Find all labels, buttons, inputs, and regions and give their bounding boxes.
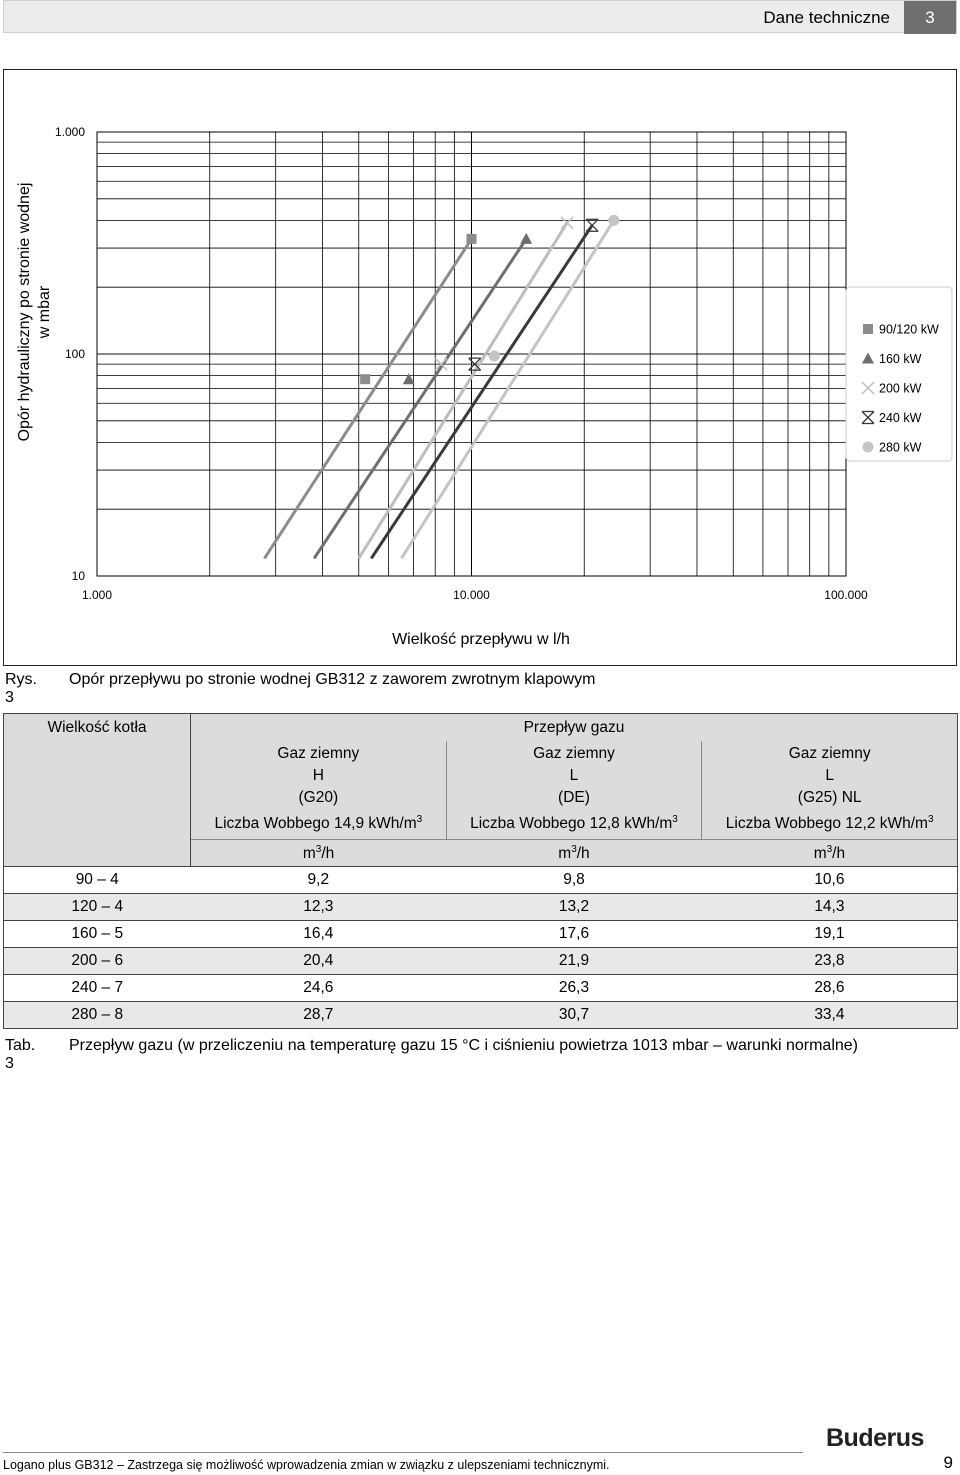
- legend-label: 240 kW: [879, 411, 922, 425]
- table-caption-text: Przepływ gazu (w przeliczeniu na temperaturę gazu 15 °C i ciśnieniu powietrza 1013 mbar – warunki normalne): [69, 1037, 858, 1054]
- wobbe-index: Liczba Wobbego 14,9 kWh/$m^3$: [214, 814, 423, 833]
- y-axis-label: [16, 183, 53, 442]
- unit-cell: $m^3/h$: [702, 840, 958, 867]
- gas-header-line: (DE): [558, 789, 590, 806]
- x-tick-label: 10.000: [453, 588, 490, 602]
- gas-flow-value: 10,6: [702, 867, 958, 894]
- chart-legend: [846, 287, 952, 461]
- gas-flow-value: 20,4: [191, 948, 447, 975]
- boiler-size-cell: 280 – 8: [4, 1002, 191, 1029]
- triangle-marker: [403, 373, 415, 384]
- legend-label: 160 kW: [879, 352, 922, 366]
- table-row: [4, 921, 958, 948]
- series-line: [359, 223, 567, 559]
- buderus-logo: Buderus: [826, 1424, 924, 1452]
- section-title: Dane techniczne: [763, 8, 890, 27]
- x-axis-label: Wielkość przepływu w l/h: [392, 631, 570, 648]
- pressure-chart: [3, 69, 957, 666]
- gas-flow-value: 30,7: [446, 1002, 702, 1029]
- gas-flow-value: 16,4: [191, 921, 447, 948]
- gas-flow-value: 26,3: [446, 975, 702, 1002]
- legend-label: 280 kW: [879, 440, 922, 455]
- y-axis-label-line: Opór hydrauliczny po stronie wodnej: [16, 182, 33, 442]
- gas-header-line: H: [312, 767, 324, 784]
- circle-marker: [489, 350, 500, 361]
- series-280-kw: [401, 215, 619, 559]
- series-line: [371, 225, 592, 558]
- gas-flow-value: 28,6: [702, 975, 958, 1002]
- gas-flow-value: 13,2: [446, 894, 702, 921]
- circle-marker: [608, 215, 619, 226]
- gas-flow-table: [3, 713, 958, 1029]
- page-header: [3, 0, 957, 33]
- footer-text: Logano plus GB312 – Zastrzega się możliwość wprowadzenia zmian w związku z ulepszeniami technicznymi.: [3, 1458, 610, 1472]
- table-row: [4, 948, 958, 975]
- square-marker: [360, 374, 370, 384]
- y-tick-label: 10: [71, 569, 85, 583]
- boiler-size-cell: 240 – 7: [4, 975, 191, 1002]
- gas-header-line: L: [825, 767, 834, 784]
- boiler-size-cell: 160 – 5: [4, 921, 191, 948]
- gas-flow-value: 23,8: [702, 948, 958, 975]
- gas-flow-value: 9,2: [191, 867, 447, 894]
- square-marker: [467, 234, 477, 244]
- series-200-kw: [359, 217, 573, 559]
- table-row: [4, 894, 958, 921]
- triangle-marker: [520, 233, 532, 244]
- table-row: [4, 975, 958, 1002]
- table-row: [4, 867, 958, 894]
- x-tick-label: 100.000: [824, 588, 868, 602]
- series-line: [401, 220, 613, 558]
- gas-header-line: Gaz ziemny: [277, 745, 360, 762]
- table-label: Tab. 3: [5, 1037, 36, 1072]
- y-tick-label: 1.000: [54, 125, 85, 139]
- unit-cell: $m^3/h$: [191, 840, 447, 867]
- grid-lines: [97, 132, 846, 576]
- gas-header-line: L: [569, 767, 579, 784]
- page-number: 9: [943, 1453, 953, 1472]
- gas-flow-value: 19,1: [702, 921, 958, 948]
- gas-flow-value: 28,7: [191, 1002, 447, 1029]
- unit-cell: $m^3/h$: [446, 840, 702, 867]
- wobbe-index: Liczba Wobbego 12,8 kWh/$m^3$: [470, 814, 678, 833]
- series-160-kw: [314, 233, 532, 559]
- table-row: [4, 1002, 958, 1029]
- circle-marker: [863, 442, 874, 453]
- gas-flow-value: 21,9: [446, 948, 702, 975]
- y-axis-label-line: w mbar: [36, 285, 53, 339]
- gas-column-header: [702, 741, 958, 840]
- section-number: 3: [904, 1, 956, 34]
- series-240-kw: [371, 219, 598, 558]
- gas-header-line: (G20): [298, 789, 339, 806]
- gas-column-header: [446, 741, 702, 840]
- x-tick-label: 1.000: [81, 588, 113, 602]
- wobbe-index: Liczba Wobbego 12,2 kWh/$m^3$: [725, 814, 934, 833]
- gas-flow-value: 12,3: [191, 894, 447, 921]
- boiler-size-cell: 120 – 4: [4, 894, 191, 921]
- figure-caption-text: Opór przepływu po stronie wodnej GB312 z zaworem zwrotnym klapowym: [69, 671, 596, 688]
- figure-label: Rys. 3: [5, 671, 37, 706]
- gas-flow-value: 33,4: [702, 1002, 958, 1029]
- gas-flow-value: 17,6: [446, 921, 702, 948]
- gas-flow-value: 24,6: [191, 975, 447, 1002]
- boiler-size-cell: 90 – 4: [4, 867, 191, 894]
- series-90-120-kw: [264, 234, 476, 559]
- y-tick-label: 100: [64, 347, 85, 361]
- gas-flow-value: 9,8: [446, 867, 702, 894]
- gas-header-line: Gaz ziemny: [533, 745, 615, 762]
- boiler-size-cell: 200 – 6: [4, 948, 191, 975]
- gas-flow-value: 14,3: [702, 894, 958, 921]
- header-boiler-size: Wielkość kotła: [4, 714, 191, 867]
- gas-column-header: [191, 741, 447, 840]
- legend-label: 90/120 kW: [879, 322, 939, 337]
- square-marker: [863, 324, 873, 334]
- footer-divider: [3, 1452, 803, 1453]
- legend-label: 200 kW: [879, 381, 922, 396]
- gas-header-line: Gaz ziemny: [788, 745, 871, 762]
- header-gas-flow: Przepływ gazu: [191, 714, 958, 742]
- gas-header-line: (G25) NL: [797, 789, 862, 806]
- legend-box: [846, 287, 952, 461]
